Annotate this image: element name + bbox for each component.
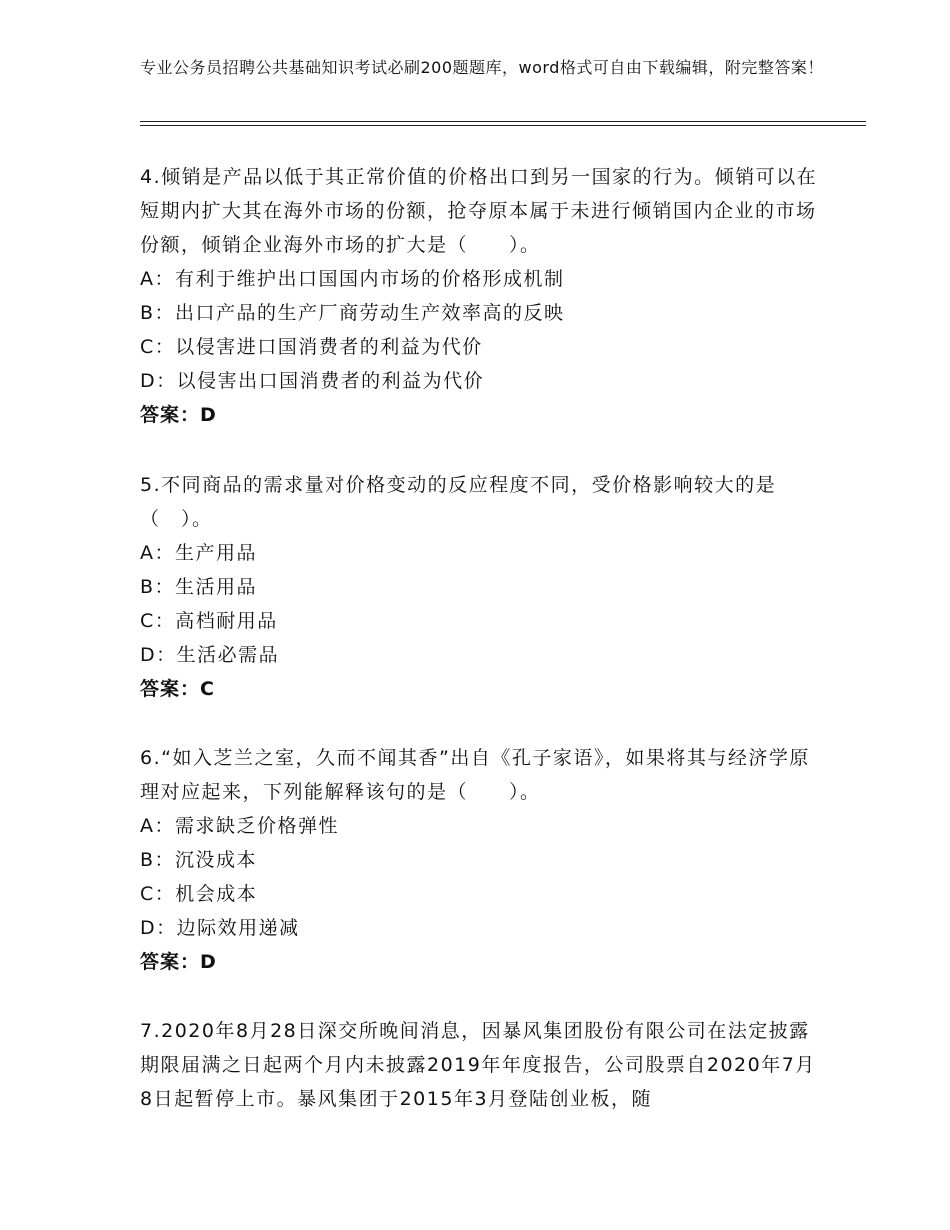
option-b: B：沉没成本 (140, 849, 258, 871)
question-5 (140, 468, 820, 706)
question-7 (140, 1014, 820, 1116)
option-d: D：生活必需品 (140, 644, 280, 666)
option-c: C：机会成本 (140, 883, 258, 905)
header-rule-top (140, 121, 866, 122)
option-a: A：有利于维护出口国国内市场的价格形成机制 (140, 268, 565, 290)
option-d: D：边际效用递减 (140, 917, 300, 939)
option-a: A：需求缺乏价格弹性 (140, 815, 339, 837)
document-header: 专业公务员招聘公共基础知识考试必刷200题题库，word格式可自由下载编辑，附完整答案！ (140, 58, 824, 77)
option-c: C：以侵害进口国消费者的利益为代价 (140, 336, 483, 358)
option-a: A：生产用品 (140, 542, 257, 564)
question-6 (140, 741, 820, 979)
question-text: 4.倾销是产品以低于其正常价值的价格出口到另一国家的行为。倾销可以在短期内扩大其在海外市场的份额，抢夺原本属于未进行倾销国内企业的市场份额，倾销企业海外市场的扩大是（ ）。 (140, 166, 818, 256)
question-text: 7.2020年8月28日深交所晚间消息，因暴风集团股份有限公司在法定披露期限届满之日起两个月内未披露2019年年度报告，公司股票自2020年7月8日起暂停上市。暴风集团于2015年3月登陆创业板，随 (140, 1020, 816, 1110)
answer: 答案：D (140, 951, 217, 973)
question-text: 6.“如入芝兰之室，久而不闻其香”出自《孔子家语》，如果将其与经济学原理对应起来，下列能解释该句的是（ ）。 (140, 747, 810, 803)
option-b: B：出口产品的生产厂商劳动生产效率高的反映 (140, 302, 565, 324)
answer: 答案：C (140, 678, 215, 700)
question-4 (140, 160, 820, 432)
answer: 答案：D (140, 404, 217, 426)
option-d: D：以侵害出口国消费者的利益为代价 (140, 370, 485, 392)
question-text: 5.不同商品的需求量对价格变动的反应程度不同，受价格影响较大的是（ ）。 (140, 474, 777, 530)
option-c: C：高档耐用品 (140, 610, 278, 632)
header-rule-bottom (140, 125, 866, 126)
option-b: B：生活用品 (140, 576, 258, 598)
